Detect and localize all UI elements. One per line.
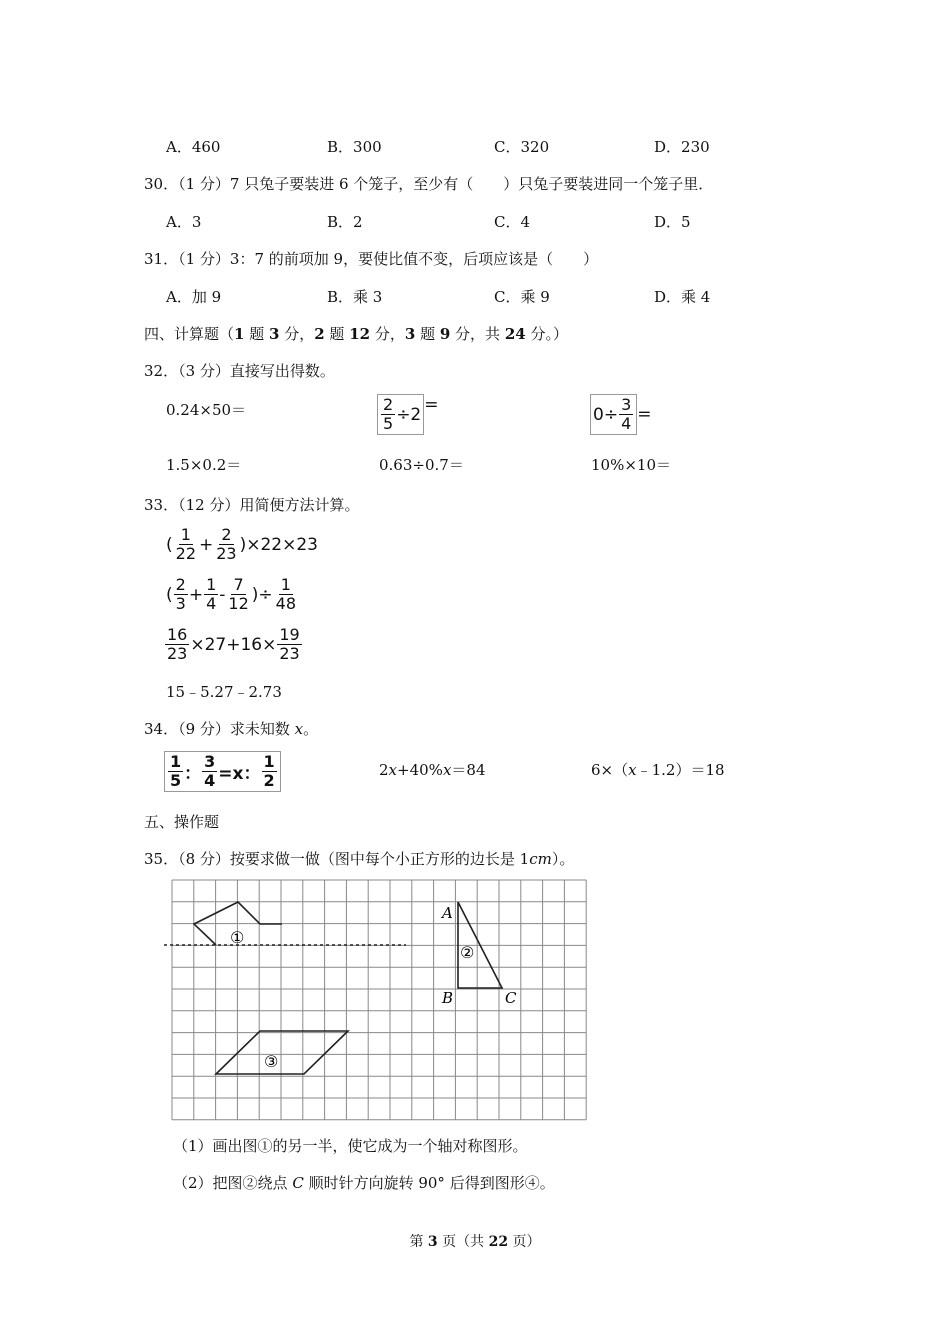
q31-option-c: C．乘 9	[494, 288, 550, 306]
q31-option-b: B．乘 3	[327, 288, 383, 306]
q33-expr-2: ( $\frac{2}{3}$ + $\frac{1}{4}$ - $\frac{7}{12}$ )÷ $\frac{1}{48}$	[166, 575, 297, 613]
q35-sub-2: （2）把图②绕点 C 顺时针方向旋转 90° 后得到图形④。	[173, 1174, 555, 1192]
q32-item-6: 10%×10＝	[591, 456, 671, 474]
q32-item-5: 0.63÷0.7＝	[379, 456, 464, 474]
q35-stem: 35．（8 分）按要求做一做（图中每个小正方形的边长是 1cm）。	[144, 850, 575, 868]
q32-item-2: $\frac{2}{5}$ ÷2 =	[377, 394, 439, 435]
q30-option-a: A．3	[166, 213, 202, 231]
q29-option-a: A．460	[166, 138, 221, 156]
page-footer: 第 3 页（共 22 页）	[409, 1234, 541, 1250]
q35-grid-figure	[160, 870, 600, 1130]
point-b-label: B	[442, 989, 454, 1007]
shape-2-label: ②	[460, 943, 475, 962]
q35-sub-1: （1）画出图①的另一半，使它成为一个轴对称图形。	[173, 1137, 528, 1155]
q34-eq-2: 2x+40%x＝84	[379, 761, 486, 779]
q33-expr-3: $\frac{16}{23}$ ×27+16× $\frac{19}{23}$	[167, 625, 300, 663]
q30-option-b: B．2	[327, 213, 363, 231]
q33-expr-4: 15﹣5.27﹣2.73	[166, 683, 282, 701]
shape-3-label: ③	[264, 1052, 279, 1071]
shape-3-parallelogram	[216, 1031, 348, 1074]
shape-1-label: ①	[230, 928, 245, 947]
point-a-label: A	[442, 904, 453, 922]
q34-eq-3: 6×（x﹣1.2）＝18	[591, 761, 725, 779]
q33-expr-1: ( $\frac{1}{22}$ + $\frac{2}{23}$ )×22×23	[166, 525, 318, 563]
q32-stem: 32．（3 分）直接写出得数。	[144, 362, 335, 380]
q32-item-1: 0.24×50＝	[166, 401, 247, 419]
q31-option-d: D．乘 4	[654, 288, 711, 306]
section-4-heading: 四、计算题（1 题 3 分，2 题 12 分，3 题 9 分，共 24 分。）	[144, 325, 568, 343]
q30-option-c: C．4	[494, 213, 531, 231]
q33-stem: 33．（12 分）用简便方法计算。	[144, 496, 360, 514]
point-c-label: C	[505, 989, 517, 1007]
q34-stem: 34．（9 分）求未知数 x。	[144, 720, 319, 738]
grid-lines	[172, 880, 586, 1120]
q30-option-d: D．5	[654, 213, 691, 231]
q30-stem: 30．（1 分）7 只兔子要装进 6 个笼子，至少有（ ）只兔子要装进同一个笼子里．	[144, 175, 714, 193]
section-5-heading: 五、操作题	[144, 813, 220, 831]
q31-stem: 31．（1 分）3：7 的前项加 9，要使比值不变，后项应该是（ ）	[144, 250, 599, 268]
q29-option-c: C．320	[494, 138, 550, 156]
q29-option-d: D．230	[654, 138, 710, 156]
q34-eq-1: $\frac{1}{5}$ ： $\frac{3}{4}$ =x： $\frac{1}{2}$	[164, 751, 281, 792]
q29-option-b: B．300	[327, 138, 382, 156]
q32-item-4: 1.5×0.2＝	[166, 456, 242, 474]
q32-item-3: 0÷ $\frac{3}{4}$ =	[590, 394, 652, 435]
q31-option-a: A．加 9	[166, 288, 222, 306]
